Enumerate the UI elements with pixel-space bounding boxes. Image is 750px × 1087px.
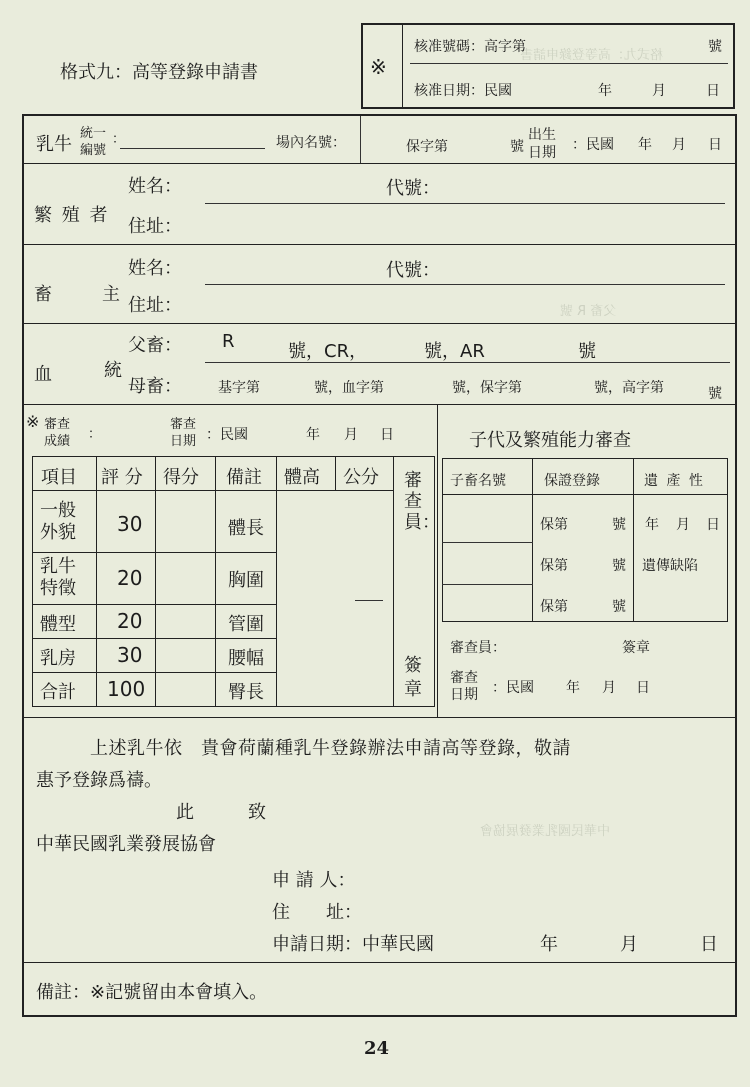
row-score: 20 — [117, 566, 143, 590]
recipient: 中華民國乳業發展協會 — [36, 834, 216, 855]
row-note: 腰幅 — [228, 648, 264, 669]
approval-date-label: 核准日期：民國 — [414, 83, 512, 99]
header-obtained: 得分 — [163, 467, 199, 488]
owner-address-label: 住址： — [128, 295, 182, 316]
application-date-label: 申請日期：中華民國 — [272, 934, 434, 955]
breeder-label: 繁 殖 者 — [34, 205, 110, 226]
row-note: 管圍 — [228, 614, 264, 635]
progeny-sign: 簽章 — [622, 640, 650, 656]
bao-label: 保字第 — [406, 139, 448, 155]
col-progeny-name: 子畜名號 — [450, 473, 506, 489]
dam-label: 母畜： — [128, 376, 182, 397]
applicant-label: 申 請 人： — [272, 870, 356, 891]
application-line2: 惠予登錄爲禱。 — [36, 770, 162, 791]
approval-number-label: 核准號碼：高字第 — [414, 39, 526, 55]
reviewer-label: 審查員： — [404, 470, 440, 533]
bleed-through-text: 中華民國乳業發展協會 — [480, 824, 611, 839]
form-title: 格式九：高等登錄申請書 — [60, 62, 258, 83]
sire-label: 父畜： — [128, 335, 182, 356]
pedigree-label: 血 — [34, 364, 52, 385]
birth-date-label: ：民國 — [572, 137, 614, 153]
progeny-date-label: ：民國 — [492, 680, 534, 696]
progeny-title: 子代及繁殖能力審查 — [469, 430, 631, 451]
breeder-code-label: 代號： — [386, 178, 440, 199]
row-item: 乳牛特徵 — [40, 556, 76, 599]
owner-label: 畜 — [34, 284, 52, 305]
breeder-name-label: 姓名： — [128, 176, 182, 197]
col-heritability: 遺 產 性 — [644, 473, 705, 489]
row-item: 乳房 — [40, 648, 76, 669]
reviewer-sign: 簽章 — [404, 655, 422, 700]
genetic-defect-label: 遺傳缺陷 — [642, 558, 698, 574]
row-item: 合計 — [40, 682, 76, 703]
row-score: 100 — [107, 677, 146, 701]
header-score: 評 分 — [101, 467, 143, 488]
owner-name-label: 姓名： — [128, 258, 182, 279]
row-score: 20 — [117, 609, 143, 633]
approval-mark: ※ — [370, 55, 387, 79]
review-mark: ※ — [26, 412, 40, 431]
row-item: 體型 — [40, 614, 76, 635]
breeder-address-label: 住址： — [128, 216, 182, 237]
review-date-label: ：民國 — [206, 427, 248, 443]
cow-label: 乳牛 — [36, 134, 72, 155]
header-height: 體高 — [284, 467, 320, 488]
row-score: 30 — [117, 512, 143, 536]
address-label: 住 址： — [272, 902, 362, 923]
bleed-through-text: 格式九：高等登錄申請書 — [520, 48, 664, 63]
owner-code-label: 代號： — [386, 260, 440, 281]
row-note: 胸圍 — [228, 570, 264, 591]
page-number: 24 — [364, 1038, 390, 1059]
row-score: 30 — [117, 643, 143, 667]
farm-name-label: 場內名號： — [276, 135, 346, 151]
header-remark: 備註 — [226, 467, 262, 488]
row-note: 體長 — [228, 518, 264, 539]
header-cm: 公分 — [343, 467, 379, 488]
bleed-through-text: 父畜 R 號 — [560, 304, 617, 319]
approval-number-suffix: 號 — [708, 39, 722, 55]
application-line1: 上述乳牛依 貴會荷蘭種乳牛登錄辦法申請高等登錄，敬請 — [90, 738, 571, 759]
col-guarantee: 保證登錄 — [544, 473, 600, 489]
footer-note: 備註：※記號留由本會填入。 — [36, 982, 268, 1003]
row-note: 臀長 — [228, 682, 264, 703]
row-item: 一般外貌 — [40, 500, 76, 543]
header-item: 項目 — [41, 467, 77, 488]
progeny-reviewer-label: 審查員： — [450, 640, 506, 656]
